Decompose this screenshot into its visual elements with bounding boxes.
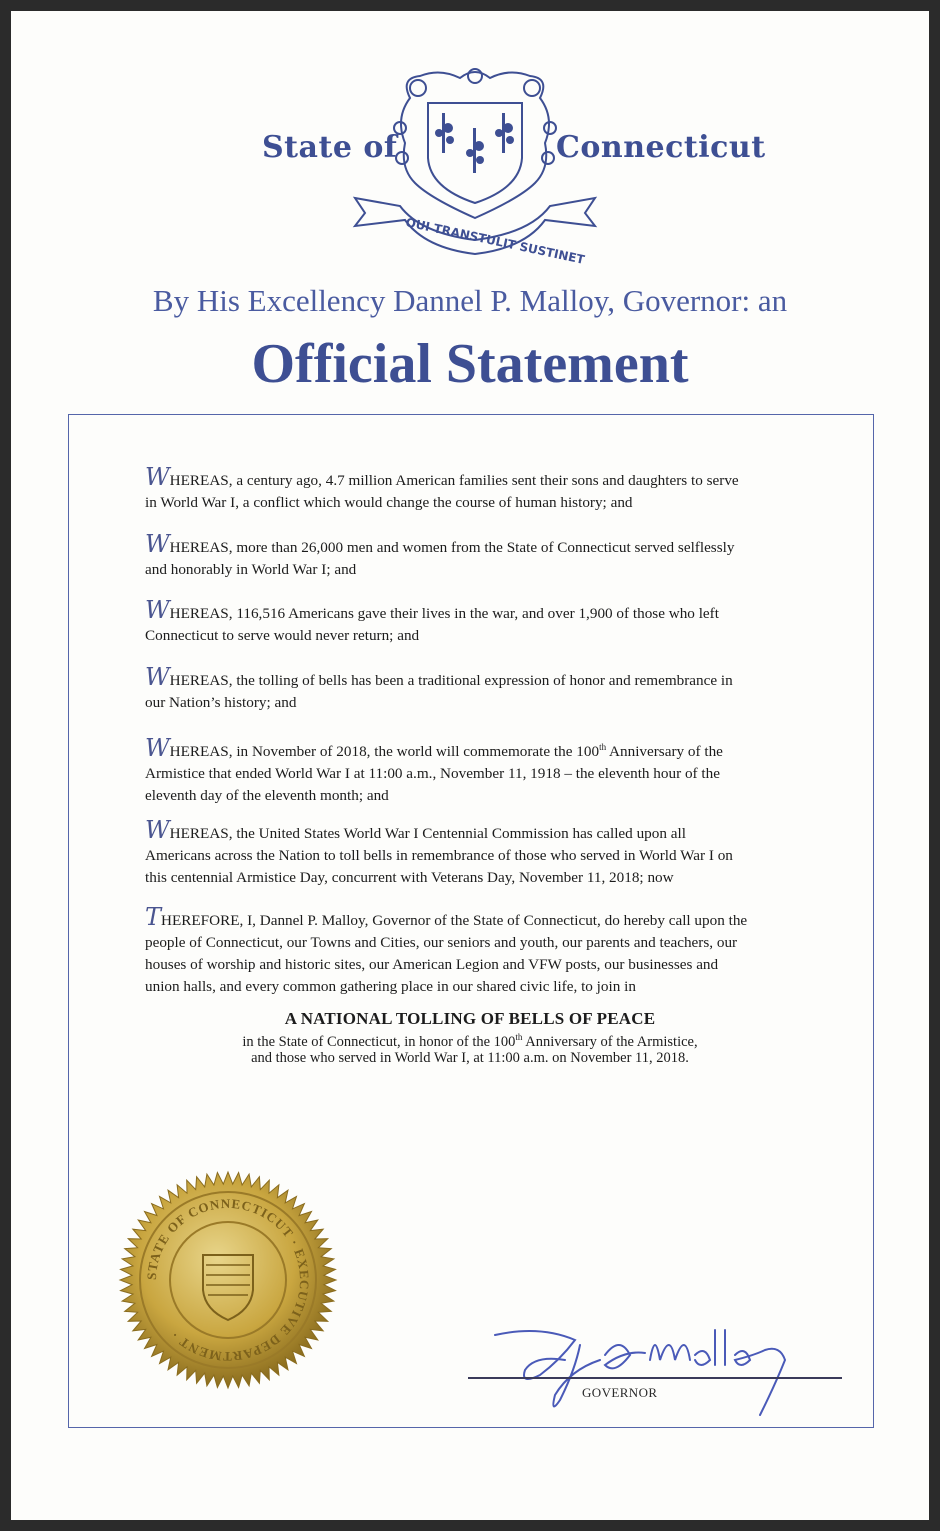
whereas-paragraph-4: [145, 663, 805, 714]
resolution-line-2: and those who served in World War I, at 11:00 a.m. on November 11, 2018.: [251, 1050, 689, 1066]
signature-line: [468, 1377, 842, 1379]
drop-cap: T: [145, 903, 162, 931]
whereas-paragraph-6: [145, 816, 805, 889]
gold-seal-icon: [118, 1170, 338, 1390]
governor-signature: [480, 1315, 810, 1425]
paragraph-line: HEREAS, more than 26,000 men and women from the State of Connecticut served selflessly: [169, 539, 735, 556]
paragraph-line: HEREAS, the tolling of bells has been a traditional expression of honor and remembrance in: [169, 672, 733, 689]
paragraph-line: HEREAS, a century ago, 4.7 million American families sent their sons and daughters to serve: [169, 472, 739, 489]
paragraph-line: Connecticut to serve would never return; and: [145, 627, 420, 644]
resolution-heading: A NATIONAL TOLLING OF BELLS OF PEACE: [284, 1009, 656, 1028]
paragraph-line: union halls, and every common gathering place in our shared civic life, to join in: [145, 978, 636, 995]
state-label-right: Connecticut: [556, 130, 766, 165]
drop-cap: W: [145, 530, 170, 558]
whereas-paragraph-3: [145, 596, 805, 647]
drop-cap: W: [145, 596, 170, 624]
ordinal-suffix: th: [599, 742, 607, 752]
paragraph-line: Armistice that ended World War I at 11:00 a.m., November 11, 1918 – the eleventh hour of the: [145, 765, 720, 783]
drop-cap: W: [145, 463, 170, 491]
governor-label: GOVERNOR: [582, 1385, 658, 1400]
document-title: Official Statement: [251, 333, 689, 395]
whereas-paragraph-1: [145, 463, 805, 514]
drop-cap: W: [145, 663, 170, 691]
paragraph-line: this centennial Armistice Day, concurrent with Veterans Day, November 11, 2018; now: [145, 869, 674, 886]
paragraph-line: HEREAS, 116,516 Americans gave their lives in the war, and over 1,900 of those who left: [169, 605, 719, 622]
byline: By His Excellency Dannel P. Malloy, Governor: an: [152, 283, 788, 318]
paragraph-line: HEREAS, the United States World War I Centennial Commission has called upon all: [169, 825, 686, 842]
paragraph-line: and honorably in World War I; and: [145, 561, 357, 578]
paragraph-line: Americans across the Nation to toll bells in remembrance of those who served in World War I on: [145, 847, 733, 864]
drop-cap: W: [145, 816, 170, 844]
whereas-paragraph-5: [145, 736, 805, 807]
paragraph-line: Anniversary of the: [606, 743, 723, 761]
paragraph-line: eleventh day of the eleventh month; and: [145, 787, 389, 805]
state-label-left: State of: [262, 130, 398, 165]
whereas-paragraph-2: [145, 530, 805, 581]
therefore-paragraph: [145, 903, 805, 998]
ordinal-suffix: th: [515, 1032, 523, 1042]
seal-text: STATE OF CONNECTICUT · EXECUTIVE DEPARTMENT ·: [143, 1195, 313, 1365]
paragraph-line: in World War I, a conflict which would change the course of human history; and: [145, 494, 633, 511]
resolution-text: Anniversary of the Armistice,: [522, 1033, 698, 1050]
paragraph-line: our Nation’s history; and: [145, 694, 297, 711]
motto-text: QUI TRANSTULIT SUSTINET: [404, 215, 586, 267]
drop-cap: W: [145, 734, 170, 763]
paragraph-line: people of Connecticut, our Towns and Cities, our seniors and youth, our parents and teachers, our: [145, 934, 738, 951]
paragraph-line: HEREFORE, I, Dannel P. Malloy, Governor of the State of Connecticut, do hereby call upon the: [161, 912, 748, 929]
resolution-text: in the State of Connecticut, in honor of the 100: [242, 1033, 516, 1050]
resolution-line-1: [0, 1032, 940, 1051]
paragraph-line: houses of worship and historic sites, our American Legion and VFW posts, our businesses and: [145, 956, 719, 973]
paragraph-line: HEREAS, in November of 2018, the world will commemorate the 100: [169, 743, 600, 761]
